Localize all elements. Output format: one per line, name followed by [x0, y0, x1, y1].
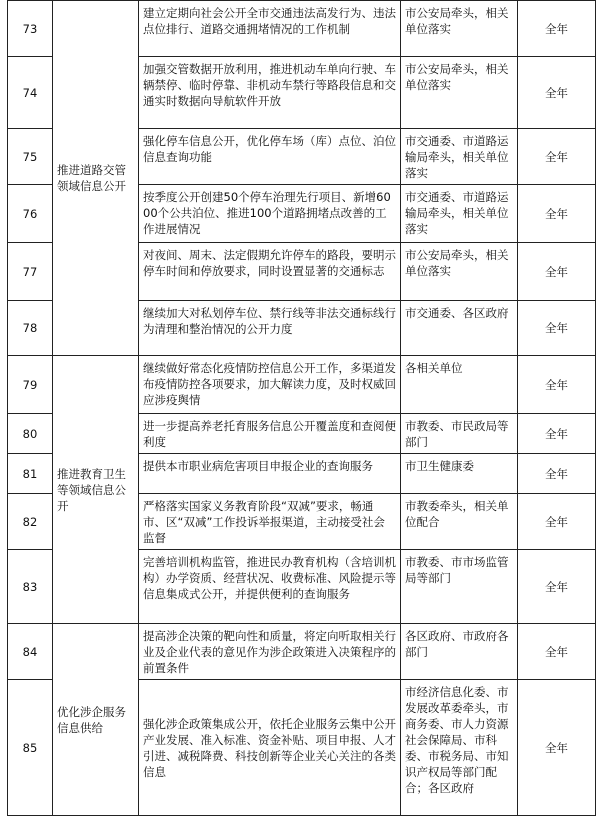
row-number: 82 [8, 494, 53, 550]
task-cell: 建立定期向社会公开全市交通违法高发行为、违法点位排行、道路交通拥堵情况的工作机制 [139, 1, 401, 57]
row-number: 79 [8, 356, 53, 414]
dept-cell: 各相关单位 [401, 356, 518, 414]
task-cell: 完善培训机构监管，推进民办教育机构（含培训机构）办学资质、经营状况、收费标准、风险提示等信息集成式公开，并提供便利的查询服务 [139, 550, 401, 624]
task-table [7, 0, 596, 816]
time-cell: 全年 [518, 624, 596, 680]
dept-cell: 市教委牵头，相关单位配合 [401, 494, 518, 550]
row-number: 75 [8, 129, 53, 185]
dept-cell: 市公安局牵头，相关单位落实 [401, 57, 518, 129]
time-cell: 全年 [518, 356, 596, 414]
task-cell: 继续加大对私划停车位、禁行线等非法交通标线行为清理和整治情况的公开力度 [139, 301, 401, 356]
table-row [8, 1, 596, 57]
dept-cell: 市教委、市市场监管局等部门 [401, 550, 518, 624]
task-cell: 强化涉企政策集成公开，依托企业服务云集中公开产业发展、准入标准、资金补贴、项目申报、人才引进、减税降费、科技创新等企业关心关注的各类信息 [139, 680, 401, 816]
row-number: 74 [8, 57, 53, 129]
time-cell: 全年 [518, 301, 596, 356]
row-number: 78 [8, 301, 53, 356]
task-cell: 按季度公开创建50个停车治理先行项目、新增6000个公共泊位、推进100个道路拥堵点改善的工作进展情况 [139, 185, 401, 243]
time-cell: 全年 [518, 243, 596, 301]
dept-cell: 市交通委、市道路运输局牵头，相关单位落实 [401, 129, 518, 185]
row-number: 81 [8, 454, 53, 494]
time-cell: 全年 [518, 185, 596, 243]
time-cell: 全年 [518, 1, 596, 57]
category-cell: 优化涉企服务信息供给 [53, 624, 139, 816]
task-cell: 强化停车信息公开，优化停车场（库）点位、泊位信息查询功能 [139, 129, 401, 185]
task-cell: 继续做好常态化疫情防控信息公开工作，多渠道发布疫情防控各项要求，加大解读力度，及时权威回应涉疫舆情 [139, 356, 401, 414]
table-row [8, 356, 596, 414]
task-cell: 对夜间、周末、法定假期允许停车的路段，要明示停车时间和停放要求，同时设置显著的交通标志 [139, 243, 401, 301]
dept-cell: 市公安局牵头，相关单位落实 [401, 243, 518, 301]
dept-cell: 各区政府、市政府各部门 [401, 624, 518, 680]
dept-cell: 市公安局牵头，相关单位落实 [401, 1, 518, 57]
task-cell: 提高涉企决策的靶向性和质量，将定向听取相关行业及企业代表的意见作为涉企政策进入决策程序的前置条件 [139, 624, 401, 680]
row-number: 84 [8, 624, 53, 680]
task-cell: 进一步提高养老托育服务信息公开覆盖度和查阅便利度 [139, 414, 401, 454]
row-number: 80 [8, 414, 53, 454]
dept-cell: 市交通委、市道路运输局牵头，相关单位落实 [401, 185, 518, 243]
dept-cell: 市卫生健康委 [401, 454, 518, 494]
row-number: 85 [8, 680, 53, 816]
time-cell: 全年 [518, 414, 596, 454]
task-cell: 提供本市职业病危害项目申报企业的查询服务 [139, 454, 401, 494]
task-cell: 加强交管数据开放利用，推进机动车单向行驶、车辆禁停、临时停靠、非机动车禁行等路段信息和交通实时数据向导航软件开放 [139, 57, 401, 129]
task-cell: 严格落实国家义务教育阶段“双减”要求，畅通市、区“双减”工作投诉举报渠道，主动接受社会监督 [139, 494, 401, 550]
table-row [8, 624, 596, 680]
row-number: 77 [8, 243, 53, 301]
time-cell: 全年 [518, 680, 596, 816]
time-cell: 全年 [518, 550, 596, 624]
time-cell: 全年 [518, 454, 596, 494]
time-cell: 全年 [518, 494, 596, 550]
category-cell: 推进道路交管领域信息公开 [53, 1, 139, 356]
row-number: 73 [8, 1, 53, 57]
category-cell: 推进教育卫生等领域信息公开 [53, 356, 139, 624]
dept-cell: 市经济信息化委、市发展改革委牵头，市商务委、市人力资源社会保障局、市科委、市税务局、市知识产权局等部门配合；各区政府 [401, 680, 518, 816]
time-cell: 全年 [518, 57, 596, 129]
time-cell: 全年 [518, 129, 596, 185]
row-number: 83 [8, 550, 53, 624]
dept-cell: 市交通委、各区政府 [401, 301, 518, 356]
row-number: 76 [8, 185, 53, 243]
dept-cell: 市教委、市民政局等部门 [401, 414, 518, 454]
